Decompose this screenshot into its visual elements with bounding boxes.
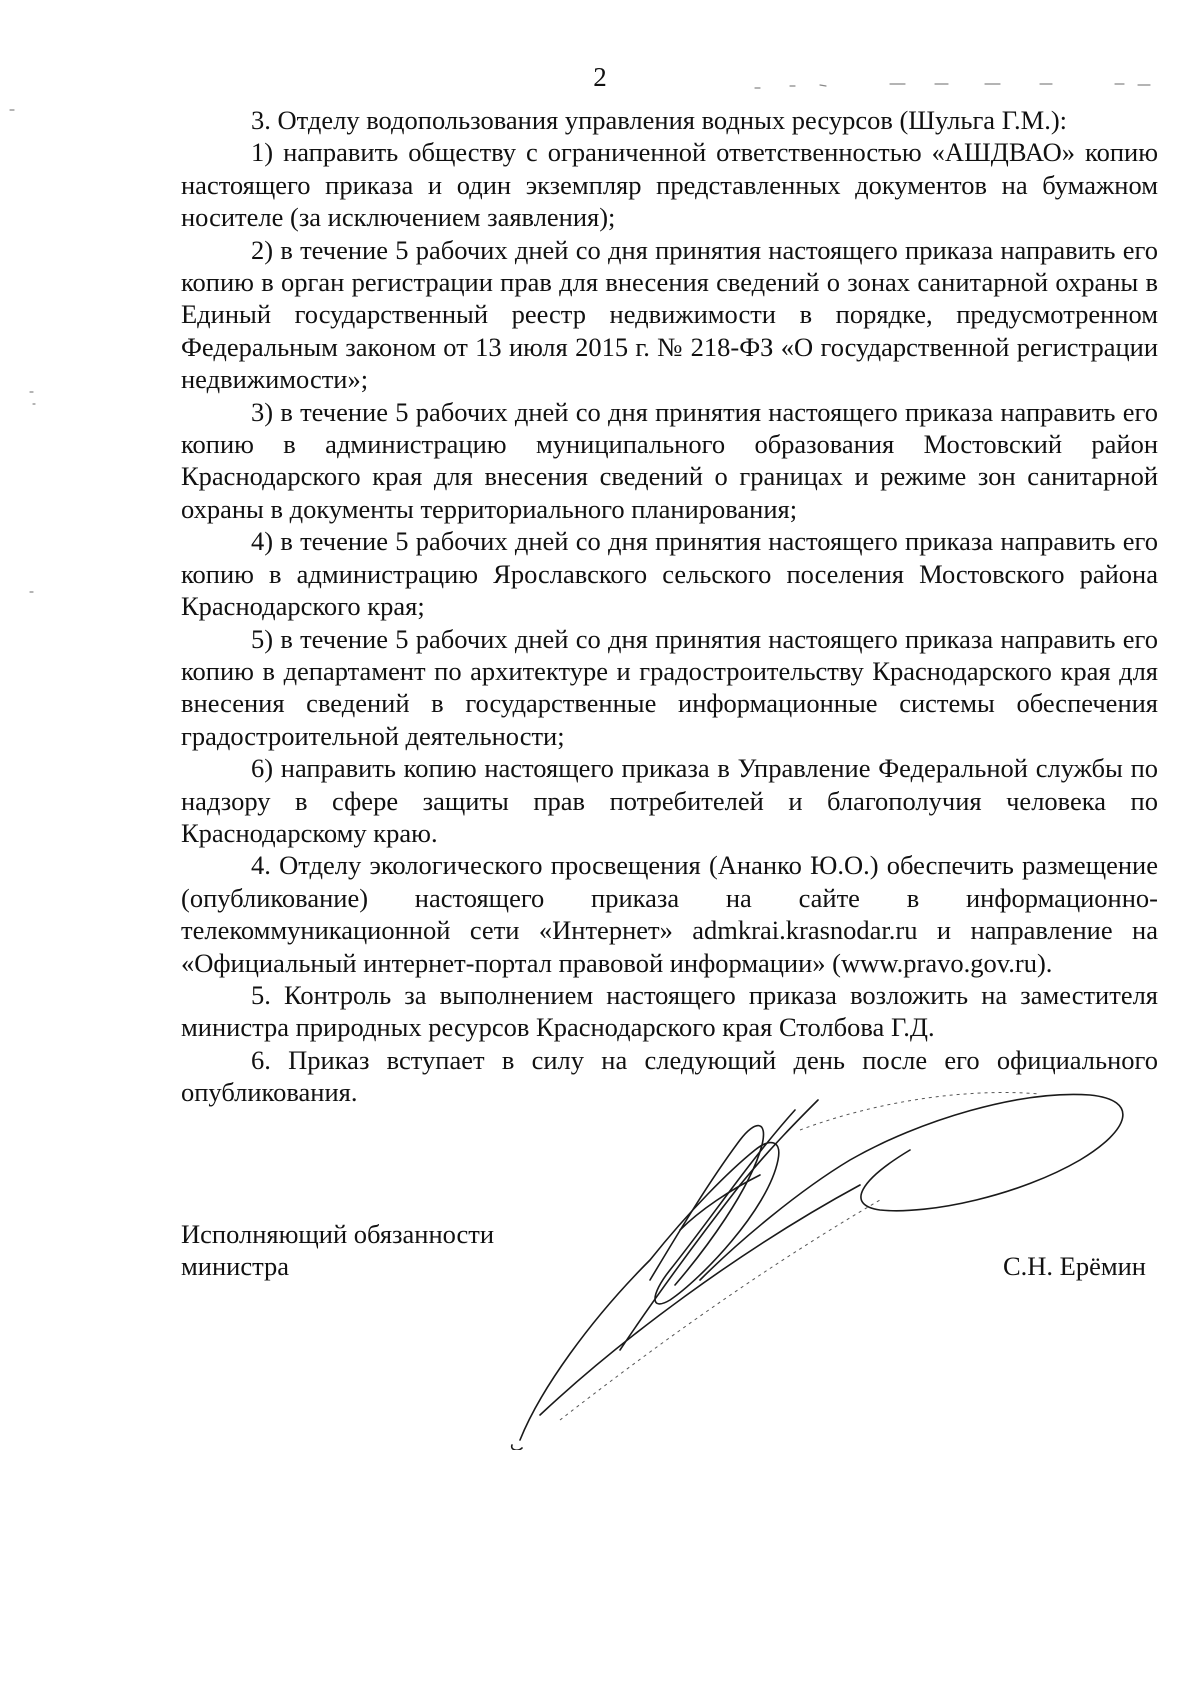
paragraph-subitem-3: 3) в течение 5 рабочих дней со дня принятия настоящего приказа направить его копию в администрацию муниципального образования Мостовский район Краснодарского края для внесения сведений о границах и режиме зон санитарной охраны в документы территориального планирования; <box>181 396 1158 524</box>
paragraph-subitem-1: 1) направить обществу с ограниченной ответственностью «АШДВАО» копию настоящего приказа и один экземпляр представленных документов на бумажном носителе (за исключением заявления); <box>181 137 1158 233</box>
signatory-name: С.Н. Ерёмин <box>1002 1251 1146 1281</box>
document-body <box>181 104 1158 1109</box>
page-number: 2 <box>593 62 607 92</box>
paragraph-item-6: 6. Приказ вступает в силу на следующий день после его официального опубликования. <box>181 1044 1158 1108</box>
signatory-title-continued: министра <box>181 1251 289 1281</box>
signatory-title: Исполняющий обязанности <box>181 1219 495 1249</box>
paragraph-subitem-2: 2) в течение 5 рабочих дней со дня принятия настоящего приказа направить его копию в орган регистрации прав для внесения сведений о зонах санитарной охраны в Единый государственный реестр недвижимости в порядке, предусмотренном Федеральным законом от 13 июля 2015 г. № 218-ФЗ «О государственной регистрации недвижимости»; <box>181 234 1158 395</box>
paragraph-item-3: 3. Отделу водопользования управления водных ресурсов (Шульга Г.М.): <box>251 105 1068 135</box>
paragraph-item-5: 5. Контроль за выполнением настоящего приказа возложить на заместителя министра природных ресурсов Краснодарского края Столбова Г.Д. <box>181 979 1158 1043</box>
signature-block <box>181 1218 1158 1282</box>
paragraph-item-4: 4. Отделу экологического просвещения (Ананко Ю.О.) обеспечить размещение (опубликование) настоящего приказа на сайте в информационно-телекоммуникационной сети «Интернет» admkrai.krasnodar.ru и направление на «Официальный интернет-портал правовой информации» (www.pravo.gov.ru). <box>181 850 1158 978</box>
paragraph-subitem-6: 6) направить копию настоящего приказа в Управление Федеральной службы по надзору в сфере защиты прав потребителей и благополучия человека по Краснодарскому краю. <box>181 753 1158 848</box>
paragraph-subitem-5: 5) в течение 5 рабочих дней со дня принятия настоящего приказа направить его копию в департамент по архитектуре и градостроительству Краснодарского края для внесения сведений в государственные информационные системы обеспечения градостроительной деятельности; <box>181 623 1158 751</box>
paragraph-subitem-4: 4) в течение 5 рабочих дней со дня принятия настоящего приказа направить его копию в администрацию Ярославского сельского поселения Мостовского района Краснодарского края; <box>181 526 1158 622</box>
